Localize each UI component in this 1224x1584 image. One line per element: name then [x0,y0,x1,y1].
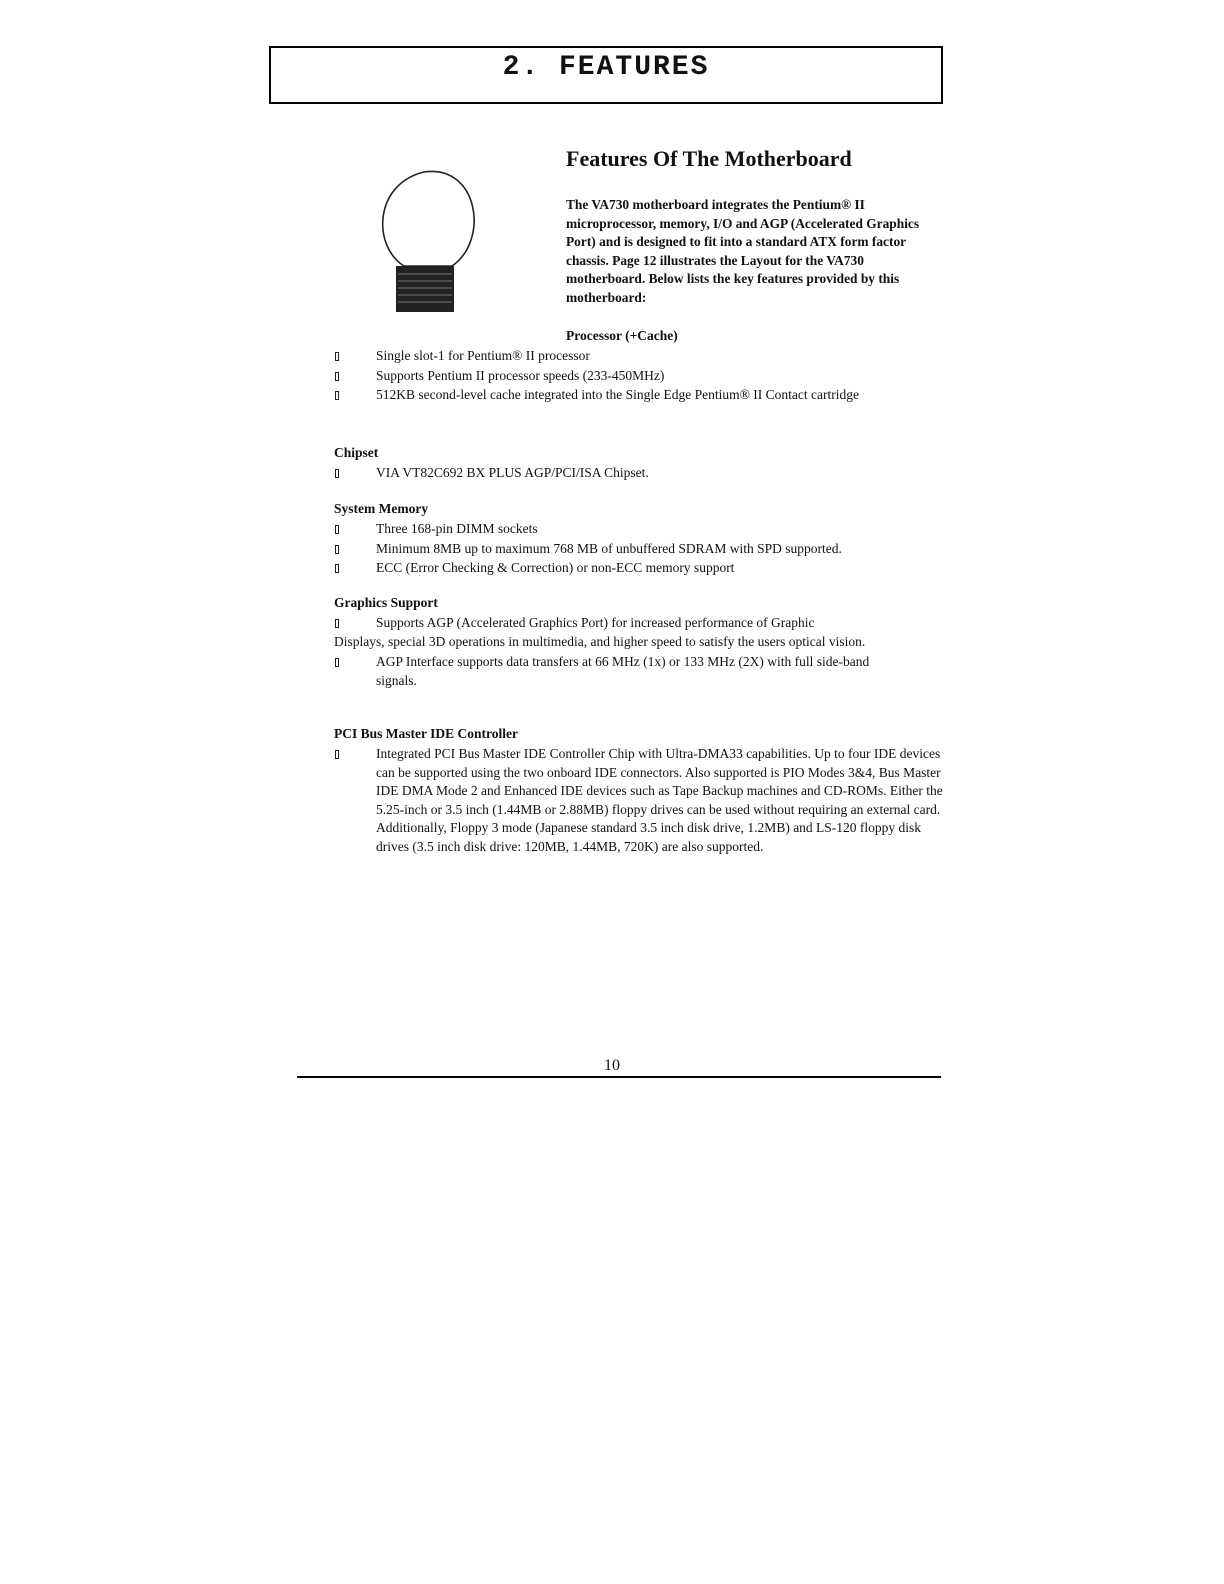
processor-list [334,347,944,405]
list-item: Three 168-pin DIMM sockets [334,520,944,539]
list-item: Single slot-1 for Pentium® II processor [334,347,944,366]
chapter-title-box [269,46,943,104]
section-heading: Features Of The Motherboard [566,146,852,171]
ide-section [334,725,944,857]
bullet-icon [335,545,339,554]
graphics-heading: Graphics Support [334,595,438,610]
list-item: 512KB second-level cache integrated into the Single Edge Pentium® II Contact cartridge [334,386,944,405]
list-item: ECC (Error Checking & Correction) or non-ECC memory support [334,559,944,578]
graphics-list [334,653,944,690]
lightbulb-icon [380,170,478,318]
intro-paragraph: The VA730 motherboard integrates the Pentium® II microprocessor, memory, I/O and AGP (Accelerated Graphics Port) and is designed to fit into a standard ATX form factor chassis. Page 12 illustrates the Layout for the VA730 motherboard. Below lists the key features provided by this motherboard: [566,197,920,305]
processor-heading: Processor (+Cache) [566,328,678,343]
list-item: VIA VT82C692 BX PLUS AGP/PCI/ISA Chipset. [334,464,944,483]
bullet-icon [335,750,339,759]
chapter-title: 2. FEATURES [502,52,710,83]
list-item: AGP Interface supports data transfers at 66 MHz (1x) or 133 MHz (2X) with full side-band signals. [334,653,904,690]
graphics-item-1: Supports AGP (Accelerated Graphics Port) for increased performance of Graphic Displays, special 3D operations in multimedia, and higher speed to satisfy the users optical vision. [334,615,866,649]
bullet-icon [335,658,339,667]
bullet-icon [335,352,339,361]
bullet-icon [335,525,339,534]
chipset-heading: Chipset [334,445,379,460]
memory-section [334,500,944,579]
list-item: Integrated PCI Bus Master IDE Controller Chip with Ultra-DMA33 capabilities. Up to four IDE devices can be supported using the two onboard IDE connectors. Also supported is PIO Modes 3&4, Bus Master IDE DMA Mode 2 and Enhanced IDE devices such as Tape Backup machines and CD-ROMs. Either the 5.25-inch or 3.5 inch (1.44MB or 2.88MB) floppy drives can be used without requiring an external card. Additionally, Floppy 3 mode (Japanese standard 3.5 inch disk drive, 1.2MB) and LS-120 floppy disk drives (3.5 inch disk drive: 120MB, 1.44MB, 720K) are also supported. [334,745,944,856]
bullet-icon [335,564,339,573]
processor-section [334,347,944,406]
chipset-list [334,464,944,483]
bullet-icon [335,469,339,478]
bullet-icon [335,619,339,628]
bullet-icon [335,372,339,381]
memory-heading: System Memory [334,501,429,516]
chipset-section [334,444,944,484]
graphics-section [334,594,944,691]
list-item: Minimum 8MB up to maximum 768 MB of unbuffered SDRAM with SPD supported. [334,540,944,559]
ide-list [334,745,944,856]
memory-list [334,520,944,578]
list-item: Supports Pentium II processor speeds (233-450MHz) [334,367,944,386]
bullet-icon [335,391,339,400]
footer-divider [297,1076,941,1078]
ide-heading: PCI Bus Master IDE Controller [334,726,518,741]
page-number: 10 [604,1057,620,1074]
